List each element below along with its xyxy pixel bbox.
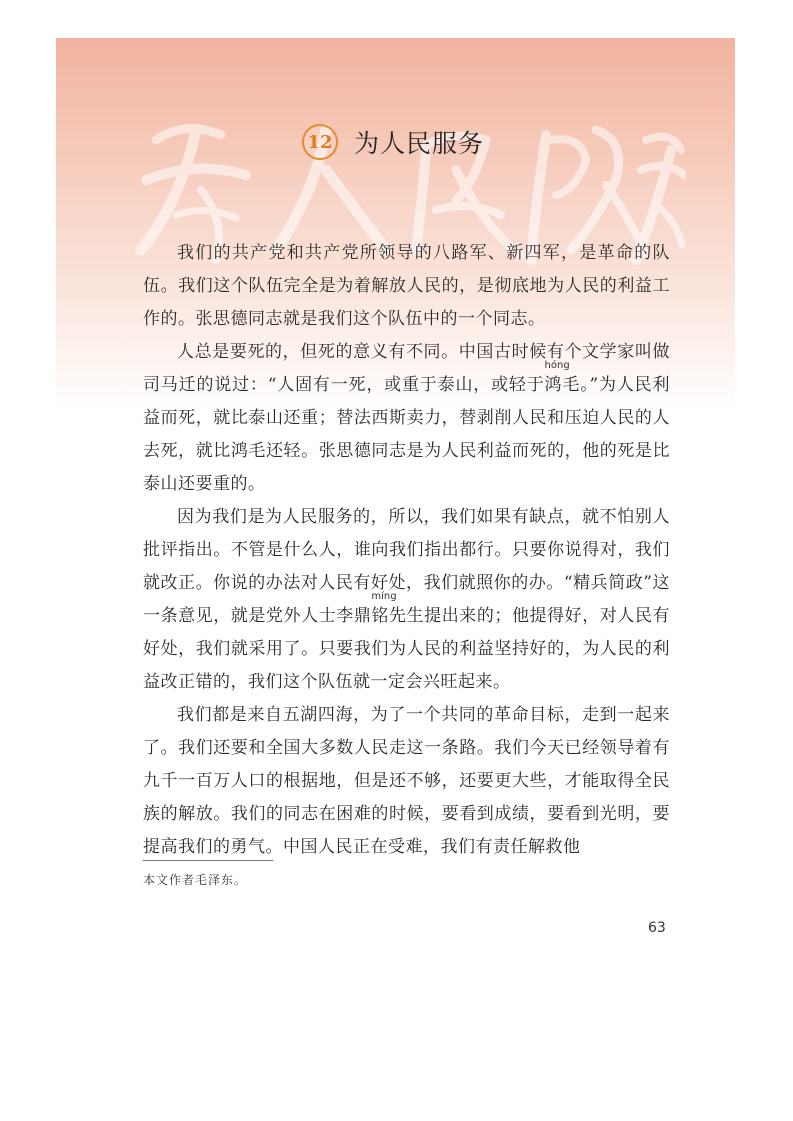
footnote: 本文作者毛泽东。 xyxy=(143,873,248,887)
article-body xyxy=(143,237,670,864)
paragraph-2-text-a: 人总是要死的，但死的意义有不同。中国古时候有个文学家叫做司马迁的说过：“人固有一死，或重于泰山，或轻于 xyxy=(143,342,670,395)
ruby-hong xyxy=(544,360,570,395)
textbook-page xyxy=(56,38,735,1000)
paragraph-1: 我们的共产党和共产党所领导的八路军、新四军，是革命的队伍。我们这个队伍完全是为着解放人民的，是彻底地为人民的利益工作的。张思德同志就是我们这个队伍中的一个同志。 xyxy=(143,243,670,329)
paragraph-2 xyxy=(143,336,670,501)
paragraph-3 xyxy=(143,501,670,699)
pinyin-annotation: míng xyxy=(371,591,397,602)
lesson-number-badge: 12 xyxy=(302,124,338,160)
paragraph-3-text-a: 因为我们是为人民服务的，所以，我们如果有缺点，就不怕别人批评指出。不管是什么人，谁向我们指出都行。只要你说得对，我们就改正。你说的办法对人民有好处，我们就照你的办。“精兵简政”这一条意见，就是党外人士李鼎 xyxy=(143,507,670,626)
ruby-ming xyxy=(371,591,397,626)
page-number: 63 xyxy=(648,920,666,936)
lesson-title: 为人民服务 xyxy=(354,129,485,158)
paragraph-2-text-b: 毛。”为人民利益而死，就比泰山还重；替法西斯卖力，替剥削人民和压迫人民的人去死，就比鸿毛还轻。张思德同志是为人民利益而死的，他的死是比泰山还要重的。 xyxy=(143,375,670,494)
ruby-character: 鸿 xyxy=(544,375,563,395)
paragraph-3-text-b: 先生提出来的；他提得好，对人民有好处，我们就采用了。只要我们为人民的利益坚持好的，为人民的利益改正错的，我们这个队伍就一定会兴旺起来。 xyxy=(143,606,671,692)
lesson-heading xyxy=(302,122,484,162)
pinyin-annotation: hóng xyxy=(544,360,570,371)
footnote-divider xyxy=(143,860,273,861)
ruby-character: 铭 xyxy=(371,606,389,626)
paragraph-4: 我们都是来自五湖四海，为了一个共同的革命目标，走到一起来了。我们还要和全国大多数人民走这一条路。我们今天已经领导着有九千一百万人口的根据地，但是还不够，还要更大些，才能取得全民族的解放。我们的同志在困难的时候，要看到成绩，要看到光明，要提高我们的勇气。中国人民正在受难，我们有责任解救他 xyxy=(143,705,670,857)
